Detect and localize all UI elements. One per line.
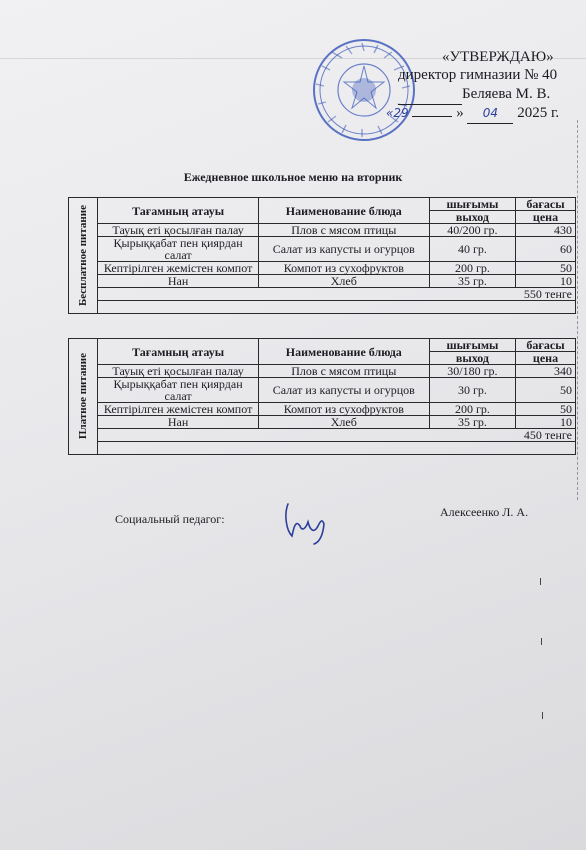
table-row bbox=[69, 237, 576, 262]
dish-yield: 40 гр. bbox=[429, 237, 515, 262]
header-yield-ru: выход bbox=[429, 211, 515, 224]
approval-date-year: 2025 г. bbox=[517, 105, 560, 121]
dish-name-kz: Тауық еті қосылған палау bbox=[98, 224, 258, 237]
dish-yield: 40/200 гр. bbox=[429, 224, 515, 237]
paper-mark bbox=[540, 578, 541, 585]
header-price-ru: цена bbox=[516, 352, 576, 365]
document-title: Ежедневное школьное меню на вторник bbox=[183, 170, 403, 184]
header-price-kz: бағасы bbox=[516, 339, 576, 352]
total-row bbox=[69, 429, 576, 442]
free-menu-side-label: Бесплатное питание bbox=[76, 204, 89, 307]
dish-yield: 35 гр. bbox=[429, 275, 515, 288]
total-row bbox=[69, 288, 576, 301]
header-yield-ru: выход bbox=[429, 352, 515, 365]
approval-date-separator: » bbox=[456, 105, 464, 121]
dish-name-ru: Салат из капусты и огурцов bbox=[258, 378, 429, 403]
dish-name-kz: Кептірілген жемістен компот bbox=[98, 262, 258, 275]
paper-mark bbox=[542, 712, 543, 719]
dish-name-ru: Салат из капусты и огурцов bbox=[258, 237, 429, 262]
dish-yield: 200 гр. bbox=[429, 403, 515, 416]
dish-name-ru: Плов с мясом птицы bbox=[258, 365, 429, 378]
dish-price: 60 bbox=[516, 237, 576, 262]
header-yield-kz: шығымы bbox=[429, 339, 515, 352]
table-row bbox=[69, 262, 576, 275]
header-name-kz: Тағамның атауы bbox=[98, 198, 258, 224]
dish-name-ru: Хлеб bbox=[258, 275, 429, 288]
header-name-kz: Тағамның атауы bbox=[98, 339, 258, 365]
dish-name-kz: Тауық еті қосылған палау bbox=[98, 365, 258, 378]
menu-total: 550 тенге bbox=[98, 288, 576, 301]
dish-price: 340 bbox=[516, 365, 576, 378]
empty-cell bbox=[98, 301, 576, 314]
dish-yield: 35 гр. bbox=[429, 416, 515, 429]
dish-name-ru: Компот из сухофруктов bbox=[258, 262, 429, 275]
free-menu-side-cell bbox=[69, 198, 98, 314]
dish-price: 430 bbox=[516, 224, 576, 237]
table-row bbox=[69, 403, 576, 416]
dish-name-ru: Хлеб bbox=[258, 416, 429, 429]
empty-row bbox=[69, 442, 576, 455]
header-name-ru: Наименование блюда bbox=[258, 339, 429, 365]
dish-price: 50 bbox=[516, 262, 576, 275]
paid-menu-side-label: Платное питание bbox=[76, 353, 89, 440]
free-menu-table bbox=[68, 197, 576, 314]
empty-row bbox=[69, 301, 576, 314]
paper-mark bbox=[541, 638, 542, 645]
dish-name-ru: Плов с мясом птицы bbox=[258, 224, 429, 237]
table-row bbox=[69, 378, 576, 403]
header-yield-kz: шығымы bbox=[429, 198, 515, 211]
dish-name-ru: Компот из сухофруктов bbox=[258, 403, 429, 416]
approval-date-month: 04 bbox=[482, 106, 499, 120]
dish-name-kz: Қырыққабат пен қиярдан салат bbox=[98, 378, 258, 403]
header-price-ru: цена bbox=[516, 211, 576, 224]
dish-name-kz: Қырыққабат пен қиярдан салат bbox=[98, 237, 258, 262]
footer-name: Алексеенко Л. А. bbox=[440, 505, 529, 519]
table-row bbox=[69, 365, 576, 378]
month-field bbox=[467, 104, 513, 124]
dish-price: 10 bbox=[516, 416, 576, 429]
dish-yield: 200 гр. bbox=[429, 262, 515, 275]
menu-total: 450 тенге bbox=[98, 429, 576, 442]
dish-name-kz: Нан bbox=[98, 416, 258, 429]
dish-name-kz: Кептірілген жемістен компот bbox=[98, 403, 258, 416]
header-price-kz: бағасы bbox=[516, 198, 576, 211]
table-row bbox=[69, 224, 576, 237]
dish-price: 50 bbox=[516, 378, 576, 403]
dish-name-kz: Нан bbox=[98, 275, 258, 288]
table-row bbox=[69, 416, 576, 429]
approval-name: Беляева М. В. bbox=[462, 86, 551, 102]
dish-yield: 30/180 гр. bbox=[429, 365, 515, 378]
dish-price: 50 bbox=[516, 403, 576, 416]
dish-price: 10 bbox=[516, 275, 576, 288]
header-name-ru: Наименование блюда bbox=[258, 198, 429, 224]
approval-date bbox=[386, 104, 559, 124]
footer-role: Социальный педагог: bbox=[115, 512, 225, 526]
approval-title: «УТВЕРЖДАЮ» bbox=[442, 49, 554, 65]
approval-date-day: «29 bbox=[386, 106, 409, 120]
empty-cell bbox=[98, 442, 576, 455]
day-underline bbox=[412, 116, 452, 117]
paid-menu-table bbox=[68, 338, 576, 455]
dish-yield: 30 гр. bbox=[429, 378, 515, 403]
paid-menu-side-cell bbox=[69, 339, 98, 455]
handwritten-signature-icon bbox=[280, 496, 330, 546]
official-stamp-icon bbox=[312, 38, 416, 142]
approval-role: директор гимназии № 40 bbox=[398, 67, 558, 83]
table-row bbox=[69, 275, 576, 288]
